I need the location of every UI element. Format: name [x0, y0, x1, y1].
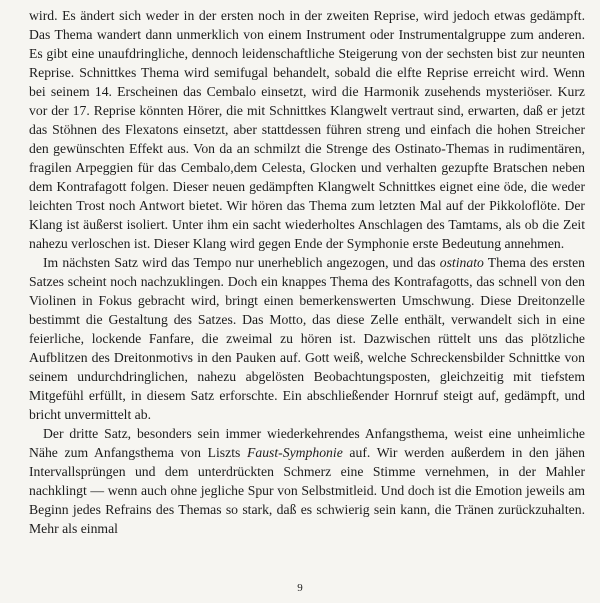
italic-term-ostinato: ostinato — [439, 255, 484, 270]
text-segment: Im nächsten Satz wird das Tempo nur unerheblich angezogen, und das — [43, 255, 440, 270]
text-segment: wird. Es ändert sich weder in der ersten noch in der zweiten Reprise, wird jedoch etwas gedämpft. Das Thema wandert dann unmerklich von einem Instrument oder Instrumentalgruppe zum anderen. Es gibt eine unaufdringliche, dennoch leidenschaftliche Steigerung von der sechsten bist zur neunten Reprise. Schnittkes Thema wird semifugal behandelt, sobald die elfte Reprise erreicht wird. Wenn bei seinem 14. Erscheinen das Cembalo einsetzt, wird die Harmonik zusehends mysteriöser. Kurz vor der 17. Reprise könnten Hörer, die mit Schnittkes Klangwelt vertraut sind, erwarten, daß er jetzt das Stöhnen des Flexatons einsetzt, aber stattdessen führen streng und einfach die hohen Streicher den gewünschten Effekt aus. Von da an schmilzt die Strenge des Ostinato-Themas in rudimentären, fragilen Arpeggien für das Cembalo,dem Celesta, Glocken und verhalten gezupfte Bratschen neben dem Kontrafagott folgen. Dieser neuen gedämpften Klangwelt Schnittkes eignet eine öde, die weder leichten Trost noch Antwort bietet. Wir hören das Thema zum letzten Mal auf der Pikkoloflöte. Der Klang ist äußerst isoliert. Unter ihm ein sacht wiederholtes Anschlagen des Tamtams, als ob die Zeit nahezu verloschen ist. Dieser Klang wird gegen Ende der Symphonie erste Bedeutung annehmen. — [29, 8, 585, 251]
page-number: 9 — [297, 582, 303, 594]
text-segment: auf. Wir werden außerdem in den jähen Intervallsprüngen und dem unterdrückten Schmerz eine Stimme vernehmen, in der Mahler nachklingt — wenn auch ohne jegliche Spur von Selbstmitleid. Und doch ist die Emotion jeweils am Beginn jedes Refrains des Themas so stark, daß es schwierig sein kann, die Tränen zurückzuhalten. Mehr als einmal — [29, 445, 585, 536]
text-segment: Der dritte Satz, besonders sein immer wiederkehrendes Anfangsthema, weist eine unheimliche Nähe zum Anfangsthema von Liszts — [29, 426, 585, 460]
paragraph-2 — [29, 253, 585, 424]
paragraph-3 — [29, 424, 585, 538]
italic-title-faust-symphonie: Faust-Symphonie — [246, 445, 343, 460]
text-segment: Thema des ersten Satzes scheint noch nachzuklingen. Doch ein knappes Thema des Kontrafagotts, das schnell von den Violinen in Fokus gebracht wird, bringt einen bemerkenswerten Umschwung. Diese Dreitonzelle bestimmt die Gestaltung des Satzes. Das Motto, das diese Zelle enthält, verwandelt sich in eine feierliche, lockende Fanfare, die zweimal zu hören ist. Dazwischen rüttelt uns das plötzliche Aufblitzen des Dreitonmotivs in den Pauken auf. Gott weiß, welche Schreckensbilder Schnittke von seinem undurchdringlichen, nahezu abgelösten Beobachtungsposten, gleichzeitig mit tiefstem Mitgefühl erfüllt, in diesem Satz erforschte. Ein abschließender Hornruf steigt auf, gedämpft, und bricht unvermittelt ab. — [29, 255, 585, 422]
paragraph-1 — [29, 6, 585, 253]
body-text — [29, 6, 585, 538]
